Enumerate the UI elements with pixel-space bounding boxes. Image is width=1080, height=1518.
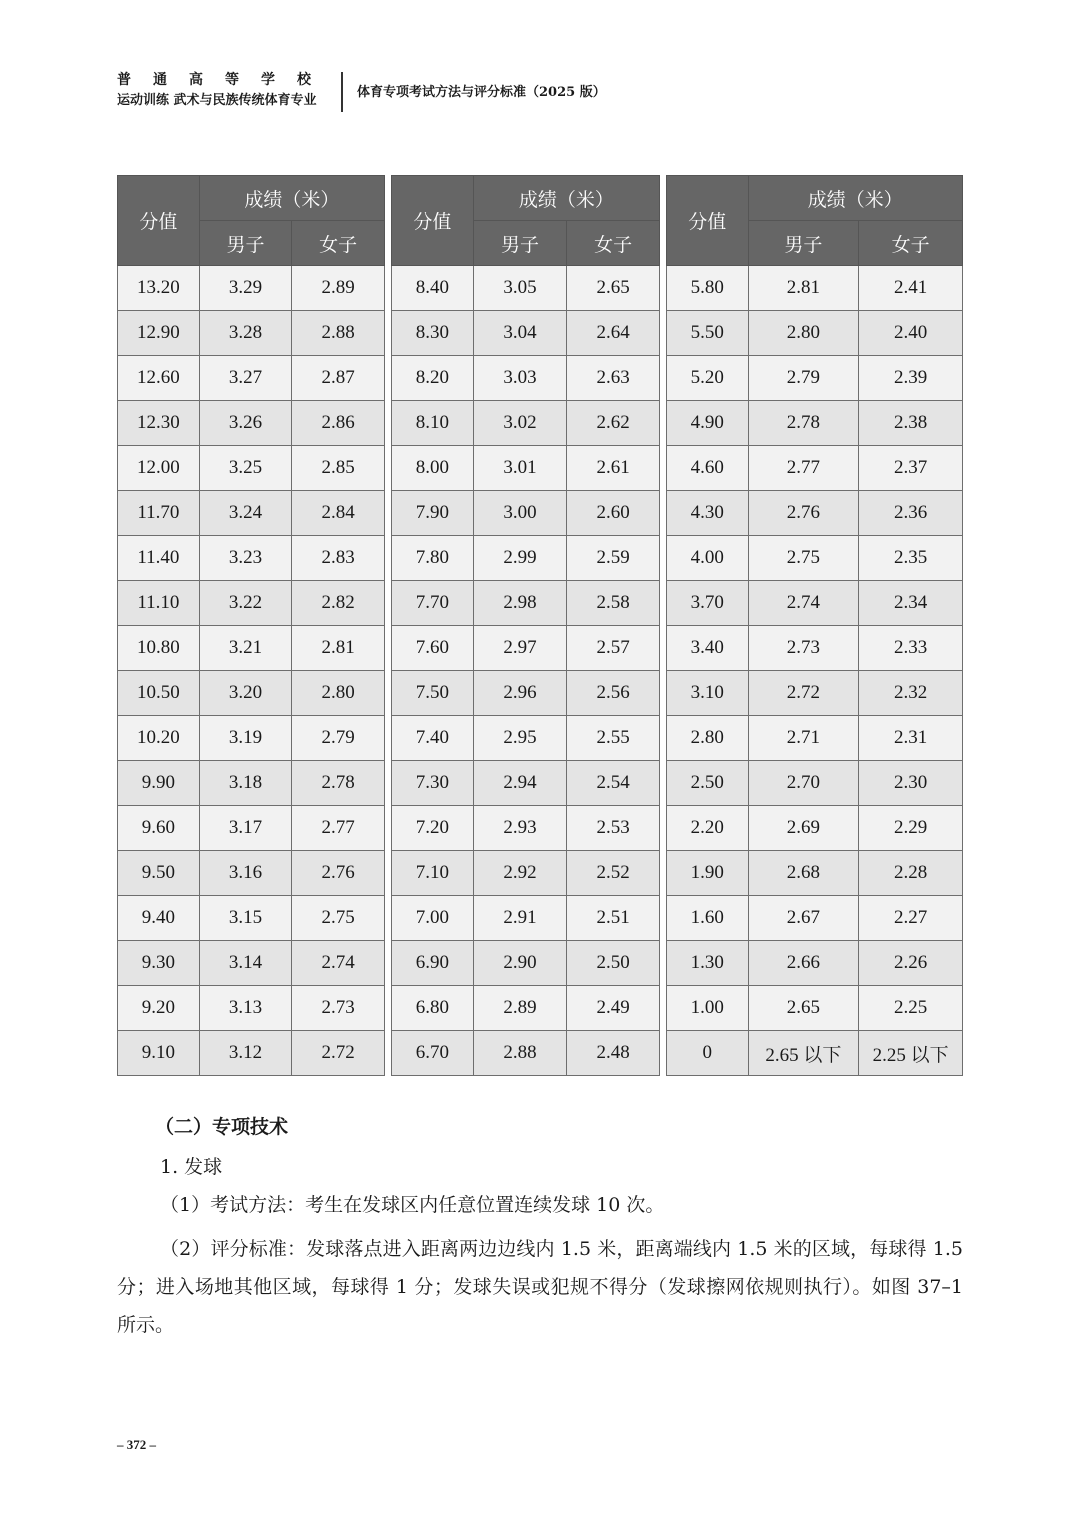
male-cell: 2.78 xyxy=(748,401,859,446)
score-cell: 5.20 xyxy=(667,356,749,401)
male-cell: 2.79 xyxy=(748,356,859,401)
female-cell: 2.72 xyxy=(292,1031,385,1076)
female-cell: 2.25 以下 xyxy=(859,1031,963,1076)
male-cell: 2.66 xyxy=(748,941,859,986)
page-header xyxy=(117,70,817,116)
female-cell: 2.87 xyxy=(292,356,385,401)
male-cell: 2.93 xyxy=(473,806,567,851)
score-cell: 8.10 xyxy=(392,401,474,446)
table-row xyxy=(667,896,963,941)
female-cell: 2.50 xyxy=(567,941,660,986)
table-row xyxy=(392,896,660,941)
male-cell: 3.15 xyxy=(199,896,292,941)
score-cell: 10.80 xyxy=(118,626,200,671)
female-cell: 2.49 xyxy=(567,986,660,1031)
female-cell: 2.79 xyxy=(292,716,385,761)
female-cell: 2.34 xyxy=(859,581,963,626)
female-cell: 2.53 xyxy=(567,806,660,851)
male-cell: 2.96 xyxy=(473,671,567,716)
female-cell: 2.82 xyxy=(292,581,385,626)
table-row xyxy=(118,1031,385,1076)
score-cell: 7.40 xyxy=(392,716,474,761)
male-header: 男子 xyxy=(473,221,567,266)
score-cell: 9.60 xyxy=(118,806,200,851)
table-row xyxy=(392,446,660,491)
score-cell: 9.30 xyxy=(118,941,200,986)
score-cell: 4.30 xyxy=(667,491,749,536)
table-row xyxy=(392,536,660,581)
male-cell: 2.75 xyxy=(748,536,859,581)
male-cell: 2.72 xyxy=(748,671,859,716)
female-cell: 2.74 xyxy=(292,941,385,986)
table-row xyxy=(392,266,660,311)
female-cell: 2.85 xyxy=(292,446,385,491)
table-row xyxy=(392,716,660,761)
male-cell: 2.73 xyxy=(748,626,859,671)
male-cell: 3.28 xyxy=(199,311,292,356)
table-row xyxy=(667,806,963,851)
male-cell: 3.20 xyxy=(199,671,292,716)
score-cell: 3.10 xyxy=(667,671,749,716)
male-cell: 2.91 xyxy=(473,896,567,941)
table-row xyxy=(118,311,385,356)
table-row xyxy=(392,626,660,671)
table-row xyxy=(118,356,385,401)
table-row xyxy=(667,941,963,986)
score-cell: 1.90 xyxy=(667,851,749,896)
table-row xyxy=(392,806,660,851)
male-cell: 3.23 xyxy=(199,536,292,581)
table-row xyxy=(667,266,963,311)
table-row xyxy=(667,986,963,1031)
table-row xyxy=(392,311,660,356)
male-cell: 2.89 xyxy=(473,986,567,1031)
table-row xyxy=(118,626,385,671)
table-row xyxy=(667,536,963,581)
female-cell: 2.37 xyxy=(859,446,963,491)
table-row xyxy=(118,581,385,626)
female-cell: 2.60 xyxy=(567,491,660,536)
female-cell: 2.28 xyxy=(859,851,963,896)
score-cell: 11.10 xyxy=(118,581,200,626)
male-cell: 2.94 xyxy=(473,761,567,806)
score-cell: 12.00 xyxy=(118,446,200,491)
female-cell: 2.58 xyxy=(567,581,660,626)
table-row xyxy=(118,446,385,491)
table-row xyxy=(667,626,963,671)
score-cell: 9.40 xyxy=(118,896,200,941)
score-cell: 7.00 xyxy=(392,896,474,941)
score-cell: 1.60 xyxy=(667,896,749,941)
table-row xyxy=(118,806,385,851)
score-cell: 7.60 xyxy=(392,626,474,671)
table-row xyxy=(667,311,963,356)
table-row xyxy=(118,536,385,581)
score-cell: 7.90 xyxy=(392,491,474,536)
female-cell: 2.62 xyxy=(567,401,660,446)
male-cell: 2.97 xyxy=(473,626,567,671)
table-row xyxy=(667,716,963,761)
male-cell: 2.88 xyxy=(473,1031,567,1076)
table-row xyxy=(392,356,660,401)
score-cell: 7.30 xyxy=(392,761,474,806)
male-cell: 3.18 xyxy=(199,761,292,806)
male-cell: 3.05 xyxy=(473,266,567,311)
header-left xyxy=(117,70,333,112)
table-row xyxy=(118,401,385,446)
male-cell: 3.26 xyxy=(199,401,292,446)
male-cell: 2.95 xyxy=(473,716,567,761)
score-cell: 11.40 xyxy=(118,536,200,581)
score-cell: 10.20 xyxy=(118,716,200,761)
female-cell: 2.35 xyxy=(859,536,963,581)
score-cell: 9.50 xyxy=(118,851,200,896)
male-cell: 2.92 xyxy=(473,851,567,896)
score-cell: 4.90 xyxy=(667,401,749,446)
male-cell: 2.67 xyxy=(748,896,859,941)
male-cell: 3.27 xyxy=(199,356,292,401)
table-row xyxy=(667,356,963,401)
score-cell: 0 xyxy=(667,1031,749,1076)
table-row xyxy=(667,671,963,716)
table-row xyxy=(392,1031,660,1076)
table-row xyxy=(667,851,963,896)
male-cell: 3.13 xyxy=(199,986,292,1031)
score-cell: 3.40 xyxy=(667,626,749,671)
male-cell: 2.99 xyxy=(473,536,567,581)
score-cell: 7.10 xyxy=(392,851,474,896)
table-row xyxy=(118,941,385,986)
female-cell: 2.59 xyxy=(567,536,660,581)
male-cell: 2.71 xyxy=(748,716,859,761)
female-cell: 2.83 xyxy=(292,536,385,581)
female-cell: 2.80 xyxy=(292,671,385,716)
result-header: 成绩（米） xyxy=(199,176,384,221)
male-cell: 2.81 xyxy=(748,266,859,311)
table-row xyxy=(118,671,385,716)
score-cell: 3.70 xyxy=(667,581,749,626)
male-cell: 3.21 xyxy=(199,626,292,671)
female-cell: 2.75 xyxy=(292,896,385,941)
male-cell: 3.29 xyxy=(199,266,292,311)
table-row xyxy=(667,401,963,446)
table-row xyxy=(392,761,660,806)
male-cell: 3.24 xyxy=(199,491,292,536)
female-cell: 2.25 xyxy=(859,986,963,1031)
page-number: – 372 – xyxy=(117,1437,156,1452)
score-header: 分值 xyxy=(118,176,200,266)
female-cell: 2.84 xyxy=(292,491,385,536)
female-cell: 2.61 xyxy=(567,446,660,491)
male-cell: 3.14 xyxy=(199,941,292,986)
table-row xyxy=(392,581,660,626)
female-cell: 2.36 xyxy=(859,491,963,536)
female-cell: 2.86 xyxy=(292,401,385,446)
score-cell: 9.20 xyxy=(118,986,200,1031)
male-header: 男子 xyxy=(199,221,292,266)
female-cell: 2.78 xyxy=(292,761,385,806)
male-cell: 3.12 xyxy=(199,1031,292,1076)
female-header: 女子 xyxy=(859,221,963,266)
table-row xyxy=(118,491,385,536)
score-cell: 6.70 xyxy=(392,1031,474,1076)
male-cell: 2.98 xyxy=(473,581,567,626)
score-cell: 8.30 xyxy=(392,311,474,356)
male-cell: 2.68 xyxy=(748,851,859,896)
female-cell: 2.27 xyxy=(859,896,963,941)
table-row xyxy=(118,986,385,1031)
score-cell: 1.00 xyxy=(667,986,749,1031)
table-row xyxy=(667,581,963,626)
table-row xyxy=(118,851,385,896)
score-cell: 4.60 xyxy=(667,446,749,491)
female-cell: 2.63 xyxy=(567,356,660,401)
female-cell: 2.89 xyxy=(292,266,385,311)
table-row xyxy=(118,761,385,806)
male-cell: 3.04 xyxy=(473,311,567,356)
score-header: 分值 xyxy=(392,176,474,266)
male-cell: 2.65 xyxy=(748,986,859,1031)
score-cell: 1.30 xyxy=(667,941,749,986)
score-cell: 7.50 xyxy=(392,671,474,716)
male-cell: 2.90 xyxy=(473,941,567,986)
female-cell: 2.55 xyxy=(567,716,660,761)
table-row xyxy=(667,446,963,491)
table-row xyxy=(392,491,660,536)
male-cell: 2.70 xyxy=(748,761,859,806)
score-table-1 xyxy=(117,175,385,1076)
female-cell: 2.30 xyxy=(859,761,963,806)
male-cell: 3.25 xyxy=(199,446,292,491)
female-cell: 2.54 xyxy=(567,761,660,806)
score-cell: 2.20 xyxy=(667,806,749,851)
table-row xyxy=(392,851,660,896)
score-cell: 12.60 xyxy=(118,356,200,401)
score-cell: 8.40 xyxy=(392,266,474,311)
male-cell: 3.00 xyxy=(473,491,567,536)
female-cell: 2.48 xyxy=(567,1031,660,1076)
female-cell: 2.73 xyxy=(292,986,385,1031)
female-cell: 2.57 xyxy=(567,626,660,671)
score-cell: 12.90 xyxy=(118,311,200,356)
female-cell: 2.51 xyxy=(567,896,660,941)
header-school: 普通高等学校 xyxy=(117,72,333,88)
score-cell: 9.90 xyxy=(118,761,200,806)
score-cell: 6.80 xyxy=(392,986,474,1031)
section-title: （二）专项技术 xyxy=(155,1116,289,1138)
score-cell: 9.10 xyxy=(118,1031,200,1076)
table-row xyxy=(118,716,385,761)
table-row xyxy=(392,986,660,1031)
score-cell: 2.80 xyxy=(667,716,749,761)
header-divider xyxy=(341,72,343,112)
score-cell: 11.70 xyxy=(118,491,200,536)
score-table-2 xyxy=(391,175,660,1076)
male-cell: 3.22 xyxy=(199,581,292,626)
female-cell: 2.52 xyxy=(567,851,660,896)
paragraph-test-method: （1）考试方法：考生在发球区内任意位置连续发球 10 次。 xyxy=(160,1194,665,1216)
female-cell: 2.39 xyxy=(859,356,963,401)
male-cell: 3.19 xyxy=(199,716,292,761)
table-row xyxy=(118,266,385,311)
score-cell: 13.20 xyxy=(118,266,200,311)
table-row xyxy=(392,941,660,986)
male-cell: 2.77 xyxy=(748,446,859,491)
score-table-3 xyxy=(666,175,963,1076)
male-cell: 2.65 以下 xyxy=(748,1031,859,1076)
score-cell: 8.00 xyxy=(392,446,474,491)
result-header: 成绩（米） xyxy=(473,176,659,221)
female-cell: 2.32 xyxy=(859,671,963,716)
table-row xyxy=(667,491,963,536)
female-cell: 2.26 xyxy=(859,941,963,986)
female-cell: 2.33 xyxy=(859,626,963,671)
female-cell: 2.81 xyxy=(292,626,385,671)
male-cell: 3.03 xyxy=(473,356,567,401)
result-header: 成绩（米） xyxy=(748,176,962,221)
score-cell: 7.20 xyxy=(392,806,474,851)
male-cell: 2.80 xyxy=(748,311,859,356)
female-header: 女子 xyxy=(567,221,660,266)
paragraph-scoring-standard: （2）评分标准：发球落点进入距离两边边线内 1.5 米，距离端线内 1.5 米的区域，每球得 1.5 分；进入场地其他区域，每球得 1 分；发球失误或犯规不得分（发球擦网依规则执行）。如图 37–1 所示。 xyxy=(117,1238,963,1336)
score-cell: 8.20 xyxy=(392,356,474,401)
female-cell: 2.56 xyxy=(567,671,660,716)
female-cell: 2.41 xyxy=(859,266,963,311)
score-cell: 7.80 xyxy=(392,536,474,581)
table-row xyxy=(392,671,660,716)
female-cell: 2.88 xyxy=(292,311,385,356)
score-cell: 5.50 xyxy=(667,311,749,356)
female-cell: 2.76 xyxy=(292,851,385,896)
female-cell: 2.77 xyxy=(292,806,385,851)
male-header: 男子 xyxy=(748,221,859,266)
female-cell: 2.40 xyxy=(859,311,963,356)
score-cell: 10.50 xyxy=(118,671,200,716)
female-cell: 2.38 xyxy=(859,401,963,446)
score-cell: 2.50 xyxy=(667,761,749,806)
header-major: 运动训练 武术与民族传统体育专业 xyxy=(117,93,317,108)
score-cell: 4.00 xyxy=(667,536,749,581)
score-cell: 5.80 xyxy=(667,266,749,311)
score-cell: 6.90 xyxy=(392,941,474,986)
score-cell: 12.30 xyxy=(118,401,200,446)
table-row xyxy=(667,1031,963,1076)
female-cell: 2.29 xyxy=(859,806,963,851)
male-cell: 3.02 xyxy=(473,401,567,446)
score-cell: 7.70 xyxy=(392,581,474,626)
female-cell: 2.31 xyxy=(859,716,963,761)
male-cell: 2.69 xyxy=(748,806,859,851)
table-row xyxy=(392,401,660,446)
table-row xyxy=(667,761,963,806)
item-title: 1. 发球 xyxy=(160,1156,223,1178)
female-cell: 2.64 xyxy=(567,311,660,356)
male-cell: 3.17 xyxy=(199,806,292,851)
score-header: 分值 xyxy=(667,176,749,266)
female-header: 女子 xyxy=(292,221,385,266)
table-row xyxy=(118,896,385,941)
header-title: 体育专项考试方法与评分标准（2025 版） xyxy=(357,85,606,100)
male-cell: 3.16 xyxy=(199,851,292,896)
male-cell: 2.74 xyxy=(748,581,859,626)
female-cell: 2.65 xyxy=(567,266,660,311)
male-cell: 2.76 xyxy=(748,491,859,536)
male-cell: 3.01 xyxy=(473,446,567,491)
